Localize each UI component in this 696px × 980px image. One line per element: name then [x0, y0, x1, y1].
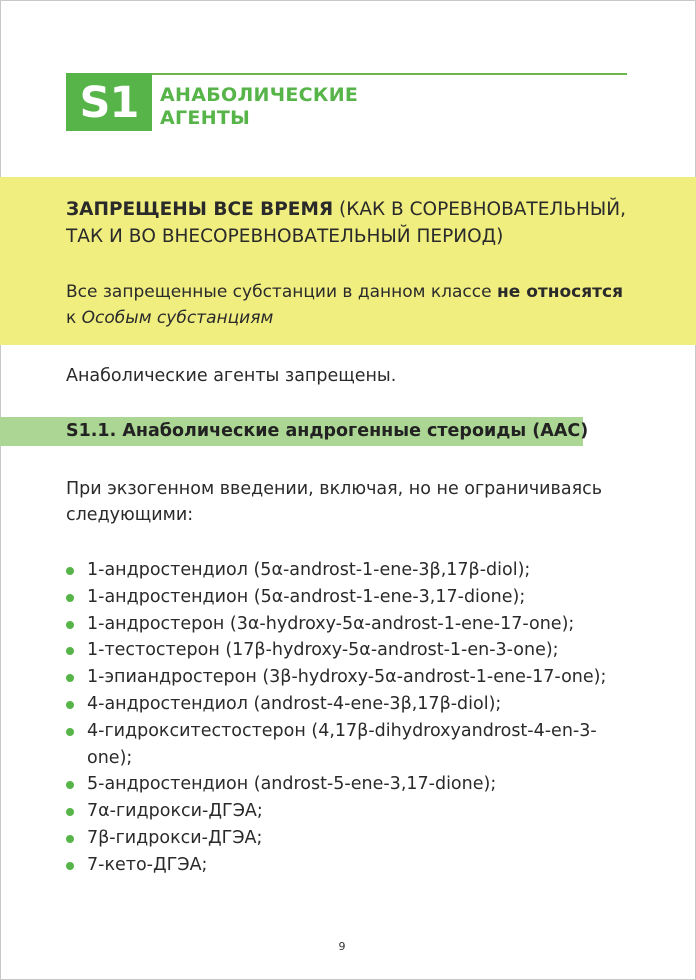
section-code-badge: S1: [66, 73, 152, 131]
list-item: 7-кето-ДГЭА;: [66, 852, 626, 879]
bullet-icon: [66, 701, 74, 709]
list-item: 1-андростендиол (5α-androst-1-ene-3β,17β-diol);: [66, 557, 626, 584]
list-item: 1-тестостерон (17β-hydroxy-5α-androst-1-en-3-one);: [66, 637, 626, 664]
note-italic: Особым субстанциям: [81, 308, 274, 328]
note-line-2: [66, 305, 666, 331]
list-item: 4-андростендиол (androst-4-ene-3β,17β-diol);: [66, 691, 626, 718]
note-line2-prefix: к: [66, 308, 82, 328]
intro-text: Анаболические агенты запрещены.: [66, 366, 397, 386]
prohibition-status: [66, 196, 646, 250]
bullet-icon: [66, 862, 74, 870]
list-item: 1-андростерон (3α-hydroxy-5α-androst-1-ene-17-one);: [66, 611, 626, 638]
bullet-icon: [66, 728, 74, 736]
list-item: 1-андростендион (5α-androst-1-ene-3,17-dione);: [66, 584, 626, 611]
list-item: 7α-гидрокси-ДГЭА;: [66, 798, 626, 825]
note-prefix: Все запрещенные субстанции в данном классе: [66, 282, 497, 302]
status-line-2: ТАК И ВО ВНЕСОРЕВНОВАТЕЛЬНЫЙ ПЕРИОД): [66, 226, 504, 247]
list-lead-text: При экзогенном введении, включая, но не ограничиваясь следующими:: [66, 479, 603, 525]
section-title-line-1: АНАБОЛИЧЕСКИЕ: [160, 84, 359, 106]
bullet-icon: [66, 621, 74, 629]
status-bold: ЗАПРЕЩЕНЫ ВСЕ ВРЕМЯ: [66, 199, 334, 220]
list-item: 4-гидрокситестостерон (4,17β-dihydroxyandrost-4-en-3-one);: [66, 718, 626, 772]
bullet-icon: [66, 781, 74, 789]
subsection-title: S1.1. Анаболические андрогенные стероиды (ААС): [66, 421, 589, 441]
section-title-line-2: АГЕНТЫ: [160, 107, 251, 129]
bullet-icon: [66, 808, 74, 816]
bullet-icon: [66, 647, 74, 655]
specified-substances-note: [66, 279, 666, 331]
status-rest: (КАК В СОРЕВНОВАТЕЛЬНЫЙ,: [333, 199, 626, 220]
list-item: 5-андростендион (androst-5-ene-3,17-dione);: [66, 771, 626, 798]
list-item: 1-эпиандростерон (3β-hydroxy-5α-androst-1-ene-17-one);: [66, 664, 626, 691]
note-bold: не относятся: [497, 282, 623, 302]
section-title: [160, 84, 460, 130]
bullet-icon: [66, 594, 74, 602]
substance-list: [66, 557, 626, 879]
bullet-icon: [66, 674, 74, 682]
bullet-icon: [66, 835, 74, 843]
page-number: 9: [338, 940, 346, 953]
status-line-1: [66, 196, 646, 223]
list-item: 7β-гидрокси-ДГЭА;: [66, 825, 626, 852]
bullet-icon: [66, 567, 74, 575]
note-line-1: [66, 279, 666, 305]
